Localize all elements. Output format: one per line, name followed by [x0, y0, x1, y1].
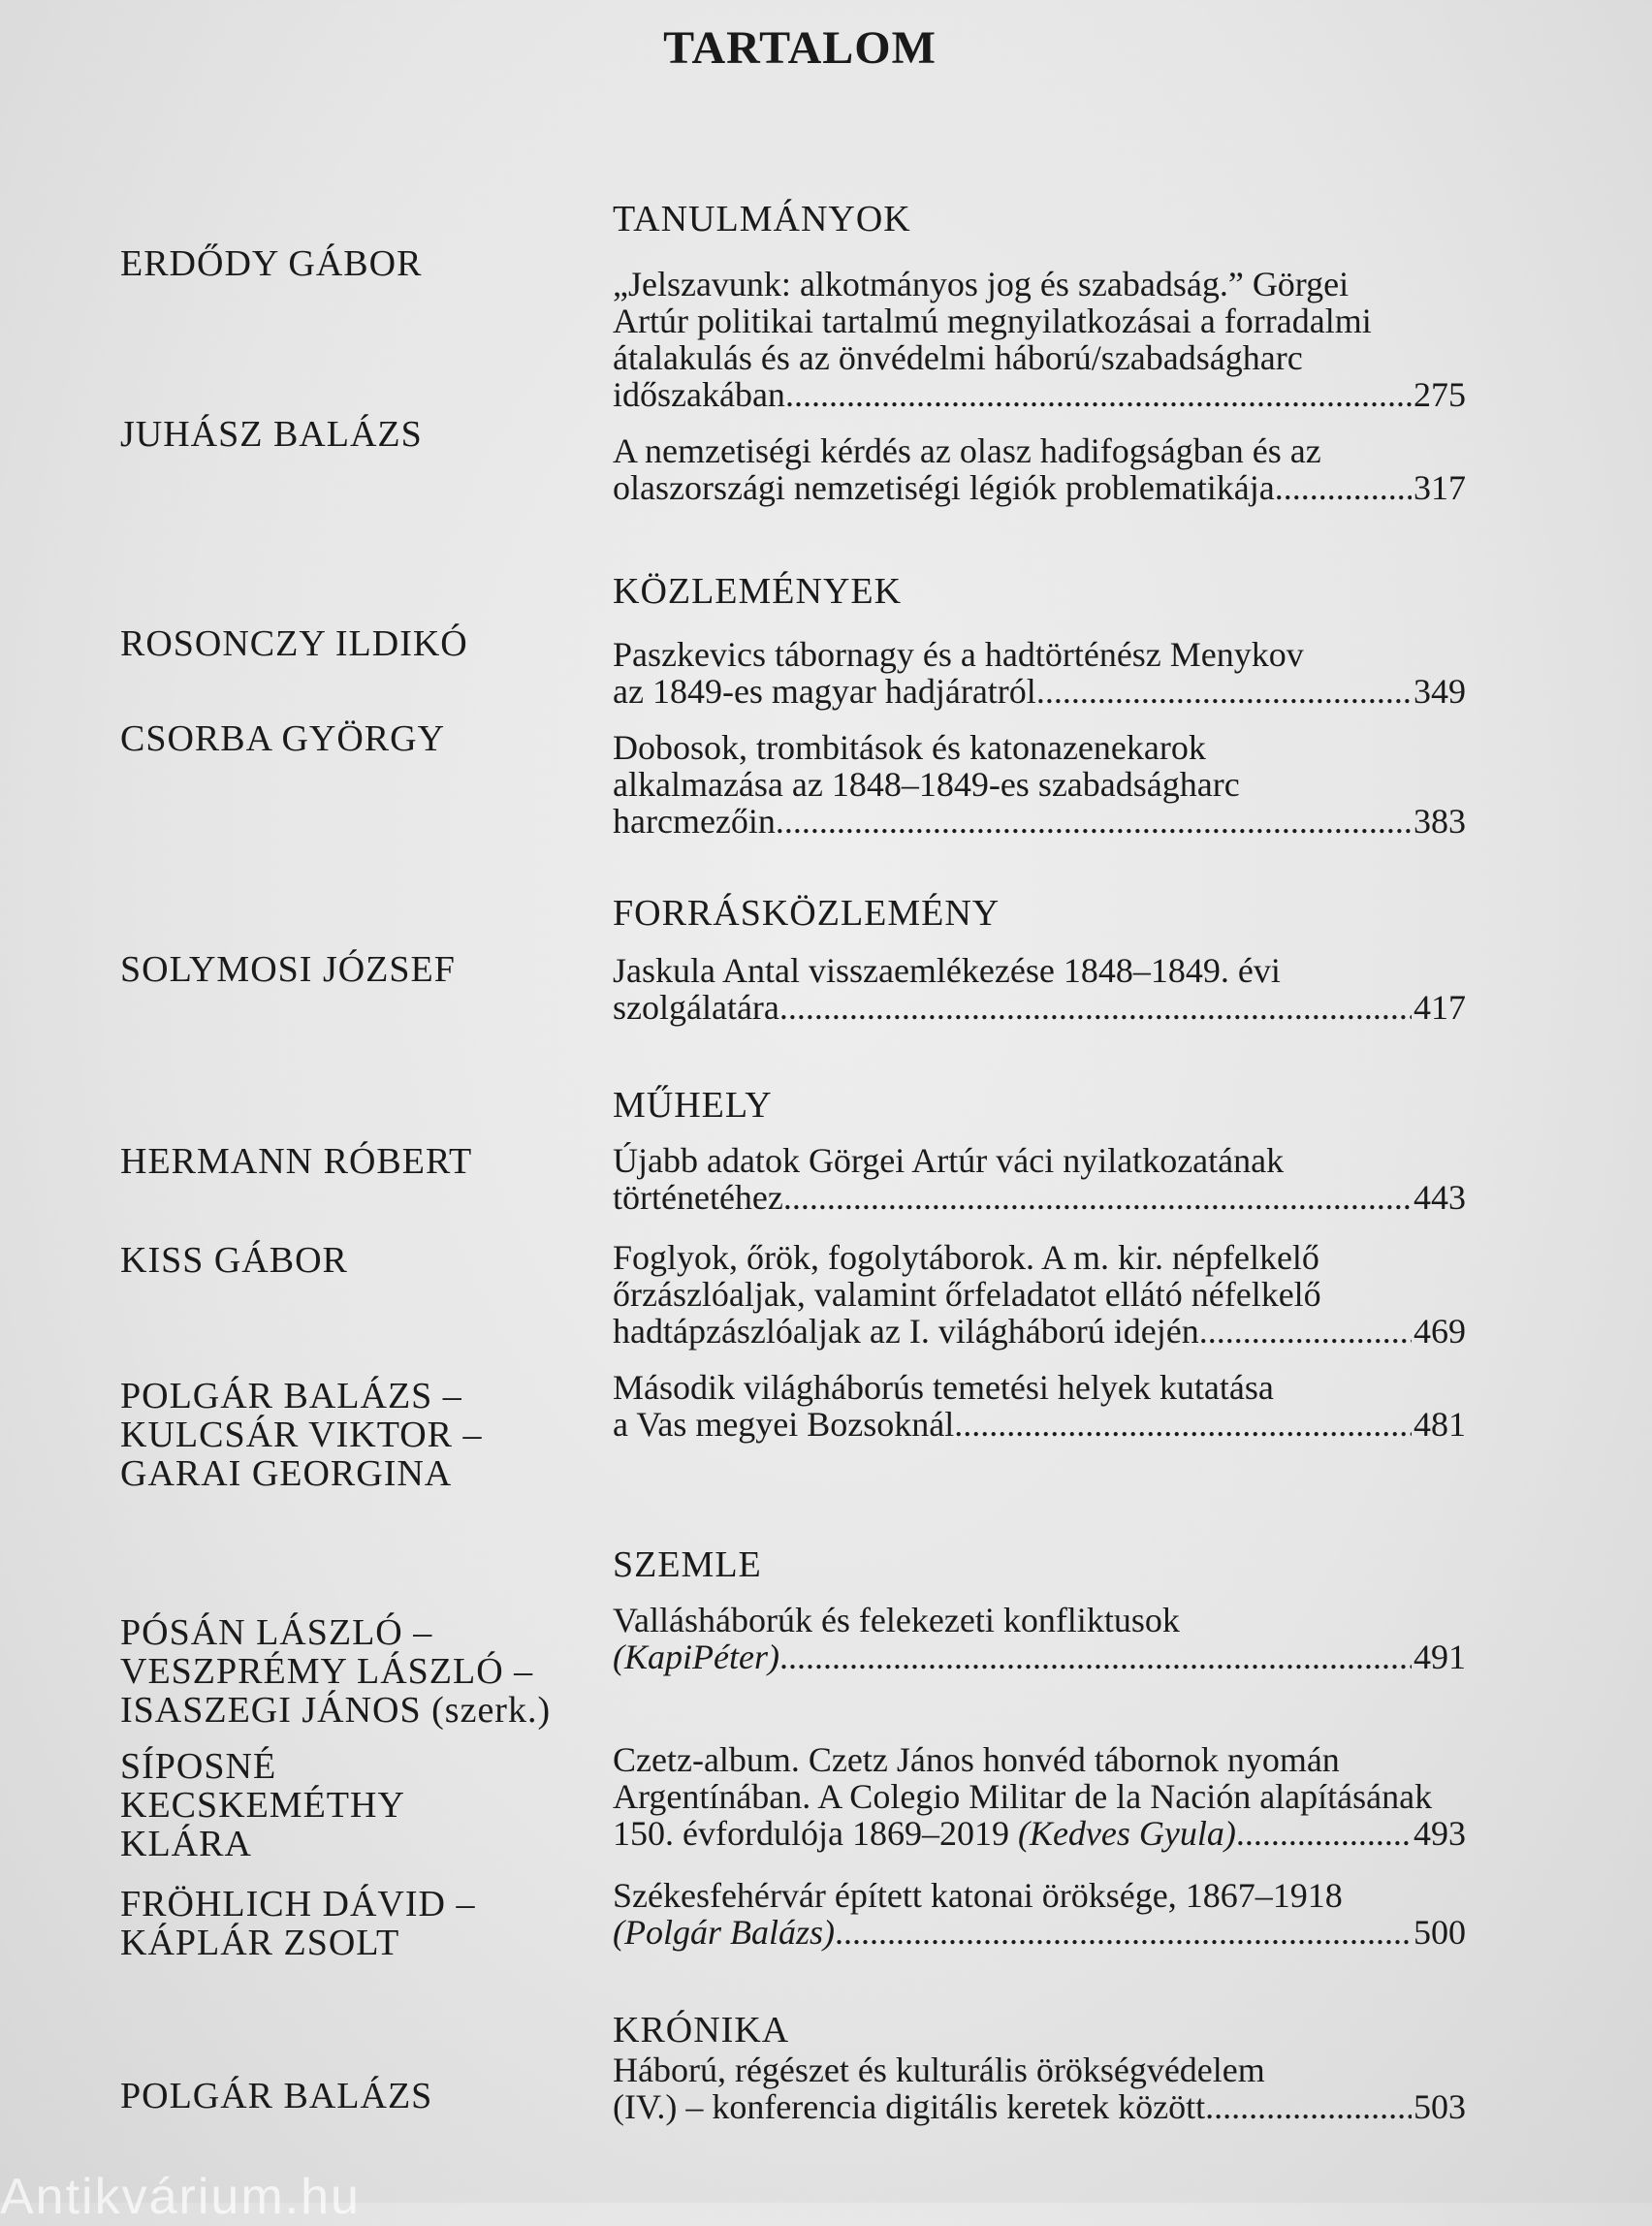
- reviewer-name: (Kedves Gyula): [1017, 1814, 1236, 1853]
- entry-title-line: Paszkevics tábornagy és a hadtörténész Menykov: [613, 635, 1304, 674]
- toc-author: SOLYMOSI JÓZSEF: [120, 949, 456, 990]
- section-heading-tanulmanyok: TANULMÁNYOK: [613, 199, 911, 239]
- entry-last-line: [613, 1179, 1466, 1216]
- dot-leader: [1036, 673, 1412, 710]
- entry-last-line: [613, 1406, 1466, 1443]
- toc-entry: [613, 636, 1466, 710]
- entry-title-line: Háború, régészet és kulturális örökségvédelem: [613, 2051, 1265, 2089]
- entry-title-line: átalakulás és az önvédelmi háború/szabadságharc: [613, 338, 1303, 377]
- reviewer-name: (KapiPéter): [613, 1638, 779, 1676]
- entry-last-line: [613, 1638, 1466, 1675]
- entry-last-line: [613, 2088, 1466, 2125]
- dot-leader: [1205, 2088, 1412, 2125]
- entry-title-text: 150. évfordulója 1869–2019: [613, 1814, 1018, 1853]
- entry-title-line: Dobosok, trombitások és katonazenekarok: [613, 728, 1206, 767]
- page-number: 349: [1414, 672, 1466, 711]
- entry-title-line: [613, 1638, 779, 1675]
- toc-entry: [613, 1239, 1466, 1350]
- toc-entry: [613, 1369, 1466, 1443]
- entry-last-line: [613, 803, 1466, 840]
- page-number: 491: [1414, 1638, 1466, 1676]
- toc-author: CSORBA GYÖRGY: [120, 718, 446, 759]
- entry-last-line: [613, 469, 1466, 506]
- entry-title-line: Székesfehérvár épített katonai öröksége, 1867–1918: [613, 1876, 1343, 1915]
- entry-title-line: (IV.) – konferencia digitális keretek között: [613, 2087, 1206, 2126]
- page-title: TARTALOM: [663, 22, 937, 74]
- dot-leader: [779, 1638, 1412, 1675]
- page-number: 503: [1414, 2087, 1466, 2126]
- toc-entry: [613, 1602, 1466, 1675]
- reviewer-name: (Polgár Balázs): [613, 1913, 835, 1952]
- section-heading-szemle: SZEMLE: [613, 1544, 762, 1585]
- entry-title-line: szolgálatára: [613, 988, 779, 1027]
- entry-title-line: Czetz-album. Czetz János honvéd tábornok nyomán: [613, 1740, 1340, 1779]
- toc-entry: [613, 1741, 1466, 1852]
- dot-leader: [835, 1914, 1412, 1951]
- page-number: 383: [1414, 802, 1466, 841]
- entry-title-line: Jaskula Antal visszaemlékezése 1848–1849. évi: [613, 951, 1281, 990]
- entry-title-line: őrzászlóaljak, valamint őrfeladatot ellátó néfelkelő: [613, 1275, 1321, 1314]
- dot-leader: [1236, 1815, 1412, 1852]
- entry-last-line: [613, 673, 1466, 710]
- page-number: 443: [1414, 1178, 1466, 1217]
- entry-title-line: Újabb adatok Görgei Artúr váci nyilatkozatának: [613, 1141, 1285, 1180]
- section-heading-kronika: KRÓNIKA: [613, 2010, 790, 2051]
- section-heading-forraskozlemeny: FORRÁSKÖZLEMÉNY: [613, 893, 1001, 934]
- page-number: 317: [1414, 468, 1466, 507]
- entry-last-line: [613, 376, 1466, 413]
- entry-title-line: Második világháborús temetési helyek kutatása: [613, 1368, 1274, 1407]
- entry-title-line: hadtápzászlóaljak az I. világháború idején: [613, 1312, 1199, 1351]
- section-heading-muhely: MŰHELY: [613, 1085, 773, 1126]
- toc-author: ERDŐDY GÁBOR: [120, 243, 423, 284]
- page-number: 493: [1414, 1814, 1466, 1853]
- entry-last-line: [613, 1815, 1466, 1852]
- toc-entry: [613, 432, 1466, 506]
- entry-title-line: [613, 1815, 1236, 1852]
- toc-entry: [613, 729, 1466, 840]
- entry-title-line: olaszországi nemzetiségi légiók problematikája: [613, 468, 1275, 507]
- watermark: Antikvárium.hu: [0, 2169, 361, 2225]
- toc-author: HERMANN RÓBERT: [120, 1141, 473, 1182]
- dot-leader: [783, 1179, 1412, 1216]
- toc-author: POLGÁR BALÁZS – KULCSÁR VIKTOR – GARAI GEORGINA: [120, 1376, 483, 1494]
- toc-entry: [613, 1142, 1466, 1216]
- entry-title-line: harcmezőin: [613, 802, 776, 841]
- entry-title-line: Artúr politikai tartalmú megnyilatkozásai a forradalmi: [613, 302, 1372, 340]
- entry-title-line: időszakában: [613, 375, 785, 414]
- section-heading-kozlemenyek: KÖZLEMÉNYEK: [613, 571, 903, 612]
- page-number: 275: [1414, 375, 1466, 414]
- entry-title-line: [613, 1914, 835, 1951]
- dot-leader: [785, 376, 1412, 413]
- page-number: 469: [1414, 1312, 1466, 1351]
- entry-last-line: [613, 989, 1466, 1026]
- entry-title-line: az 1849-es magyar hadjáratról: [613, 672, 1036, 711]
- toc-author: SÍPOSNÉ KECSKEMÉTHY KLÁRA: [120, 1746, 405, 1864]
- entry-title-line: alkalmazása az 1848–1849-es szabadságharc: [613, 765, 1240, 804]
- entry-title-line: „Jelszavunk: alkotmányos jog és szabadság.” Görgei: [613, 265, 1350, 303]
- page-number: 500: [1414, 1913, 1466, 1952]
- toc-author: ROSONCZY ILDIKÓ: [120, 623, 468, 664]
- toc-author: KISS GÁBOR: [120, 1240, 348, 1281]
- entry-title-line: Argentínában. A Colegio Militar de la Nación alapításának: [613, 1777, 1433, 1816]
- toc-entry: [613, 2051, 1466, 2125]
- dot-leader: [954, 1406, 1412, 1443]
- toc-entry: [613, 952, 1466, 1026]
- entry-title-line: A nemzetiségi kérdés az olasz hadifogságban és az: [613, 431, 1321, 470]
- dot-leader: [1199, 1313, 1412, 1350]
- entry-title-line: Vallásháborúk és felekezeti konfliktusok: [613, 1601, 1180, 1639]
- entry-last-line: [613, 1313, 1466, 1350]
- dot-leader: [776, 803, 1412, 840]
- dot-leader: [1275, 469, 1412, 506]
- page-number: 481: [1414, 1405, 1466, 1444]
- entry-title-line: a Vas megyei Bozsoknál: [613, 1405, 955, 1444]
- entry-last-line: [613, 1914, 1466, 1951]
- toc-author: JUHÁSZ BALÁZS: [120, 414, 423, 455]
- toc-entry: [613, 266, 1466, 413]
- toc-author: PÓSÁN LÁSZLÓ – VESZPRÉMY LÁSZLÓ – ISASZEGI JÁNOS (szerk.): [120, 1612, 552, 1731]
- dot-leader: [779, 989, 1412, 1026]
- entry-title-line: Foglyok, őrök, fogolytáborok. A m. kir. népfelkelő: [613, 1238, 1319, 1277]
- toc-author: FRÖHLICH DÁVID – KÁPLÁR ZSOLT: [120, 1884, 476, 1963]
- toc-entry: [613, 1877, 1466, 1951]
- entry-title-line: történetéhez: [613, 1178, 783, 1217]
- page-number: 417: [1414, 988, 1466, 1027]
- toc-author: POLGÁR BALÁZS: [120, 2076, 433, 2116]
